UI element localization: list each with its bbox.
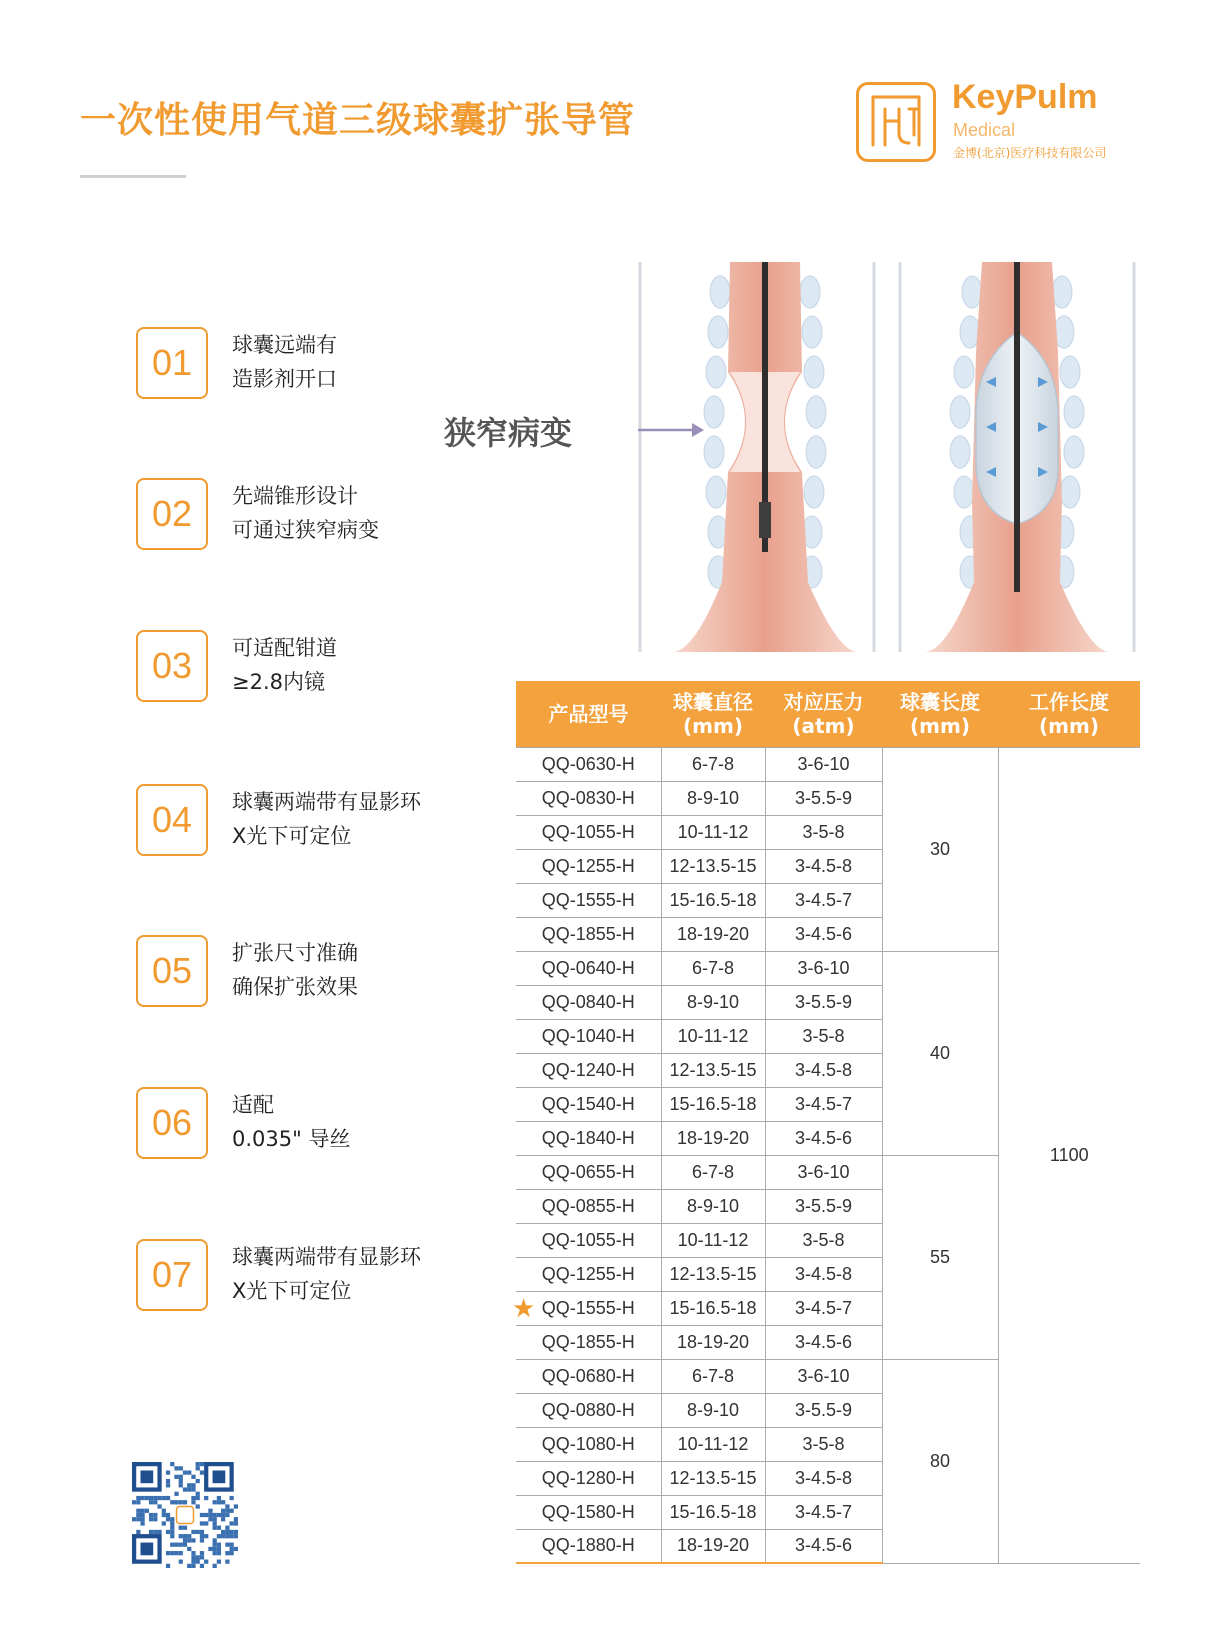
- pressure-cell: 3-5-8: [765, 1427, 882, 1461]
- diameter-cell: 15-16.5-18: [661, 883, 765, 917]
- diameter-cell: 18-19-20: [661, 1325, 765, 1359]
- diameter-cell: 10-11-12: [661, 815, 765, 849]
- diameter-cell: 6-7-8: [661, 1155, 765, 1189]
- pressure-cell: 3-4.5-6: [765, 1325, 882, 1359]
- stenosis-panel: [640, 262, 874, 652]
- model-cell: QQ-1280-H: [516, 1461, 661, 1495]
- balloon-length-cell: 30: [882, 747, 998, 951]
- pressure-cell: 3-5-8: [765, 815, 882, 849]
- model-cell: QQ-1240-H: [516, 1053, 661, 1087]
- header-balloon-length: 球囊长度 (mm): [882, 681, 998, 747]
- diameter-cell: 18-19-20: [661, 1121, 765, 1155]
- diameter-cell: 18-19-20: [661, 1529, 765, 1563]
- logo-name: KeyPulm: [952, 78, 1098, 116]
- diameter-cell: 6-7-8: [661, 951, 765, 985]
- feature-line1: 可适配钳道: [232, 636, 337, 660]
- feature-number: 03: [136, 630, 208, 702]
- model-cell: QQ-0640-H: [516, 951, 661, 985]
- model-cell: QQ-1055-H: [516, 815, 661, 849]
- diameter-cell: 6-7-8: [661, 1359, 765, 1393]
- model-cell: QQ-0840-H: [516, 985, 661, 1019]
- model-cell: QQ-1880-H: [516, 1529, 661, 1563]
- feature-02: [136, 478, 456, 550]
- diameter-cell: 6-7-8: [661, 747, 765, 781]
- feature-line1: 适配: [232, 1093, 274, 1117]
- model-cell: QQ-1055-H: [516, 1223, 661, 1257]
- model-cell: QQ-0655-H: [516, 1155, 661, 1189]
- pressure-cell: 3-6-10: [765, 1155, 882, 1189]
- model-cell: QQ-1255-H: [516, 849, 661, 883]
- feature-line2: X光下可定位: [232, 1279, 352, 1303]
- feature-line1: 扩张尺寸准确: [232, 941, 358, 965]
- feature-06: [136, 1087, 456, 1159]
- pressure-cell: 3-4.5-8: [765, 849, 882, 883]
- pressure-cell: 3-4.5-6: [765, 917, 882, 951]
- diameter-cell: 15-16.5-18: [661, 1495, 765, 1529]
- feature-number: 07: [136, 1239, 208, 1311]
- diameter-cell: 12-13.5-15: [661, 1257, 765, 1291]
- feature-07: [136, 1239, 456, 1311]
- model-cell: QQ-1555-H: [516, 883, 661, 917]
- lesion-arrow: [638, 423, 704, 437]
- spec-table: [512, 681, 1140, 1564]
- diameter-cell: 8-9-10: [661, 781, 765, 815]
- qr-code-icon: [132, 1462, 238, 1568]
- pressure-cell: 3-4.5-7: [765, 1495, 882, 1529]
- model-cell: ★ QQ-1555-H: [516, 1291, 661, 1325]
- feature-number: 01: [136, 327, 208, 399]
- model-cell: QQ-1580-H: [516, 1495, 661, 1529]
- diameter-cell: 10-11-12: [661, 1019, 765, 1053]
- feature-04: [136, 784, 456, 856]
- feature-line1: 球囊两端带有显影环: [232, 1245, 421, 1269]
- feature-line2: 确保扩张效果: [232, 975, 358, 999]
- diameter-cell: 8-9-10: [661, 1393, 765, 1427]
- pressure-cell: 3-5-8: [765, 1019, 882, 1053]
- diameter-cell: 12-13.5-15: [661, 1053, 765, 1087]
- pressure-cell: 3-6-10: [765, 747, 882, 781]
- diameter-cell: 15-16.5-18: [661, 1291, 765, 1325]
- pressure-cell: 3-4.5-7: [765, 1291, 882, 1325]
- feature-line2: X光下可定位: [232, 824, 352, 848]
- pressure-cell: 3-5.5-9: [765, 1393, 882, 1427]
- pressure-cell: 3-4.5-8: [765, 1053, 882, 1087]
- keypulm-logo-icon: [856, 82, 936, 162]
- pressure-cell: 3-5-8: [765, 1223, 882, 1257]
- dilation-panel: [900, 262, 1134, 652]
- model-cell: QQ-1255-H: [516, 1257, 661, 1291]
- page-title: 一次性使用气道三级球囊扩张导管: [80, 100, 636, 141]
- model-cell: QQ-1080-H: [516, 1427, 661, 1461]
- title-divider: [80, 175, 186, 178]
- pressure-cell: 3-4.5-8: [765, 1257, 882, 1291]
- diameter-cell: 10-11-12: [661, 1427, 765, 1461]
- header-diameter: 球囊直径 (mm): [661, 681, 765, 747]
- feature-number: 06: [136, 1087, 208, 1159]
- feature-line1: 球囊两端带有显影环: [232, 790, 421, 814]
- model-cell: QQ-1540-H: [516, 1087, 661, 1121]
- pressure-cell: 3-4.5-6: [765, 1121, 882, 1155]
- pressure-cell: 3-5.5-9: [765, 781, 882, 815]
- pressure-cell: 3-4.5-6: [765, 1529, 882, 1563]
- logo-company-name: 金博(北京)医疗科技有限公司: [953, 146, 1107, 160]
- pressure-cell: 3-4.5-8: [765, 1461, 882, 1495]
- balloon-length-cell: 55: [882, 1155, 998, 1359]
- pressure-cell: 3-4.5-7: [765, 1087, 882, 1121]
- feature-line2: 造影剂开口: [232, 367, 337, 391]
- star-icon: ★: [512, 1292, 536, 1323]
- model-cell: QQ-1855-H: [516, 917, 661, 951]
- diameter-cell: 8-9-10: [661, 985, 765, 1019]
- feature-05: [136, 935, 456, 1007]
- pressure-cell: 3-4.5-7: [765, 883, 882, 917]
- diameter-cell: 8-9-10: [661, 1189, 765, 1223]
- diameter-cell: 15-16.5-18: [661, 1087, 765, 1121]
- stenosis-label: 狭窄病变: [444, 414, 573, 452]
- table-header-row: [516, 681, 1140, 747]
- feature-line2: 可通过狭窄病变: [232, 518, 379, 542]
- table-row: [516, 747, 1140, 781]
- diameter-cell: 18-19-20: [661, 917, 765, 951]
- feature-number: 02: [136, 478, 208, 550]
- model-cell: QQ-1040-H: [516, 1019, 661, 1053]
- company-logo: [856, 78, 1136, 164]
- header-model: 产品型号: [516, 681, 661, 747]
- model-cell: QQ-0630-H: [516, 747, 661, 781]
- airway-illustration: [638, 262, 1138, 652]
- balloon-length-cell: 40: [882, 951, 998, 1155]
- feature-number: 04: [136, 784, 208, 856]
- pressure-cell: 3-6-10: [765, 1359, 882, 1393]
- feature-line1: 球囊远端有: [232, 333, 337, 357]
- diameter-cell: 12-13.5-15: [661, 849, 765, 883]
- working-length-cell: 1100: [998, 747, 1140, 1563]
- diameter-cell: 12-13.5-15: [661, 1461, 765, 1495]
- pressure-cell: 3-5.5-9: [765, 985, 882, 1019]
- logo-subtitle: Medical: [953, 120, 1016, 140]
- feature-line1: 先端锥形设计: [232, 484, 358, 508]
- feature-line2: ≥2.8内镜: [232, 670, 325, 694]
- feature-number: 05: [136, 935, 208, 1007]
- pressure-cell: 3-5.5-9: [765, 1189, 882, 1223]
- pressure-cell: 3-6-10: [765, 951, 882, 985]
- feature-01: [136, 327, 456, 399]
- model-cell: QQ-0855-H: [516, 1189, 661, 1223]
- balloon-length-cell: 80: [882, 1359, 998, 1563]
- feature-03: [136, 630, 456, 702]
- header-working-length: 工作长度 (mm): [998, 681, 1140, 747]
- feature-line2: 0.035" 导丝: [232, 1127, 351, 1151]
- model-cell: QQ-0830-H: [516, 781, 661, 815]
- model-cell: QQ-1855-H: [516, 1325, 661, 1359]
- diameter-cell: 10-11-12: [661, 1223, 765, 1257]
- model-cell: QQ-0680-H: [516, 1359, 661, 1393]
- header-pressure: 对应压力 (atm): [765, 681, 882, 747]
- model-cell: QQ-1840-H: [516, 1121, 661, 1155]
- model-cell: QQ-0880-H: [516, 1393, 661, 1427]
